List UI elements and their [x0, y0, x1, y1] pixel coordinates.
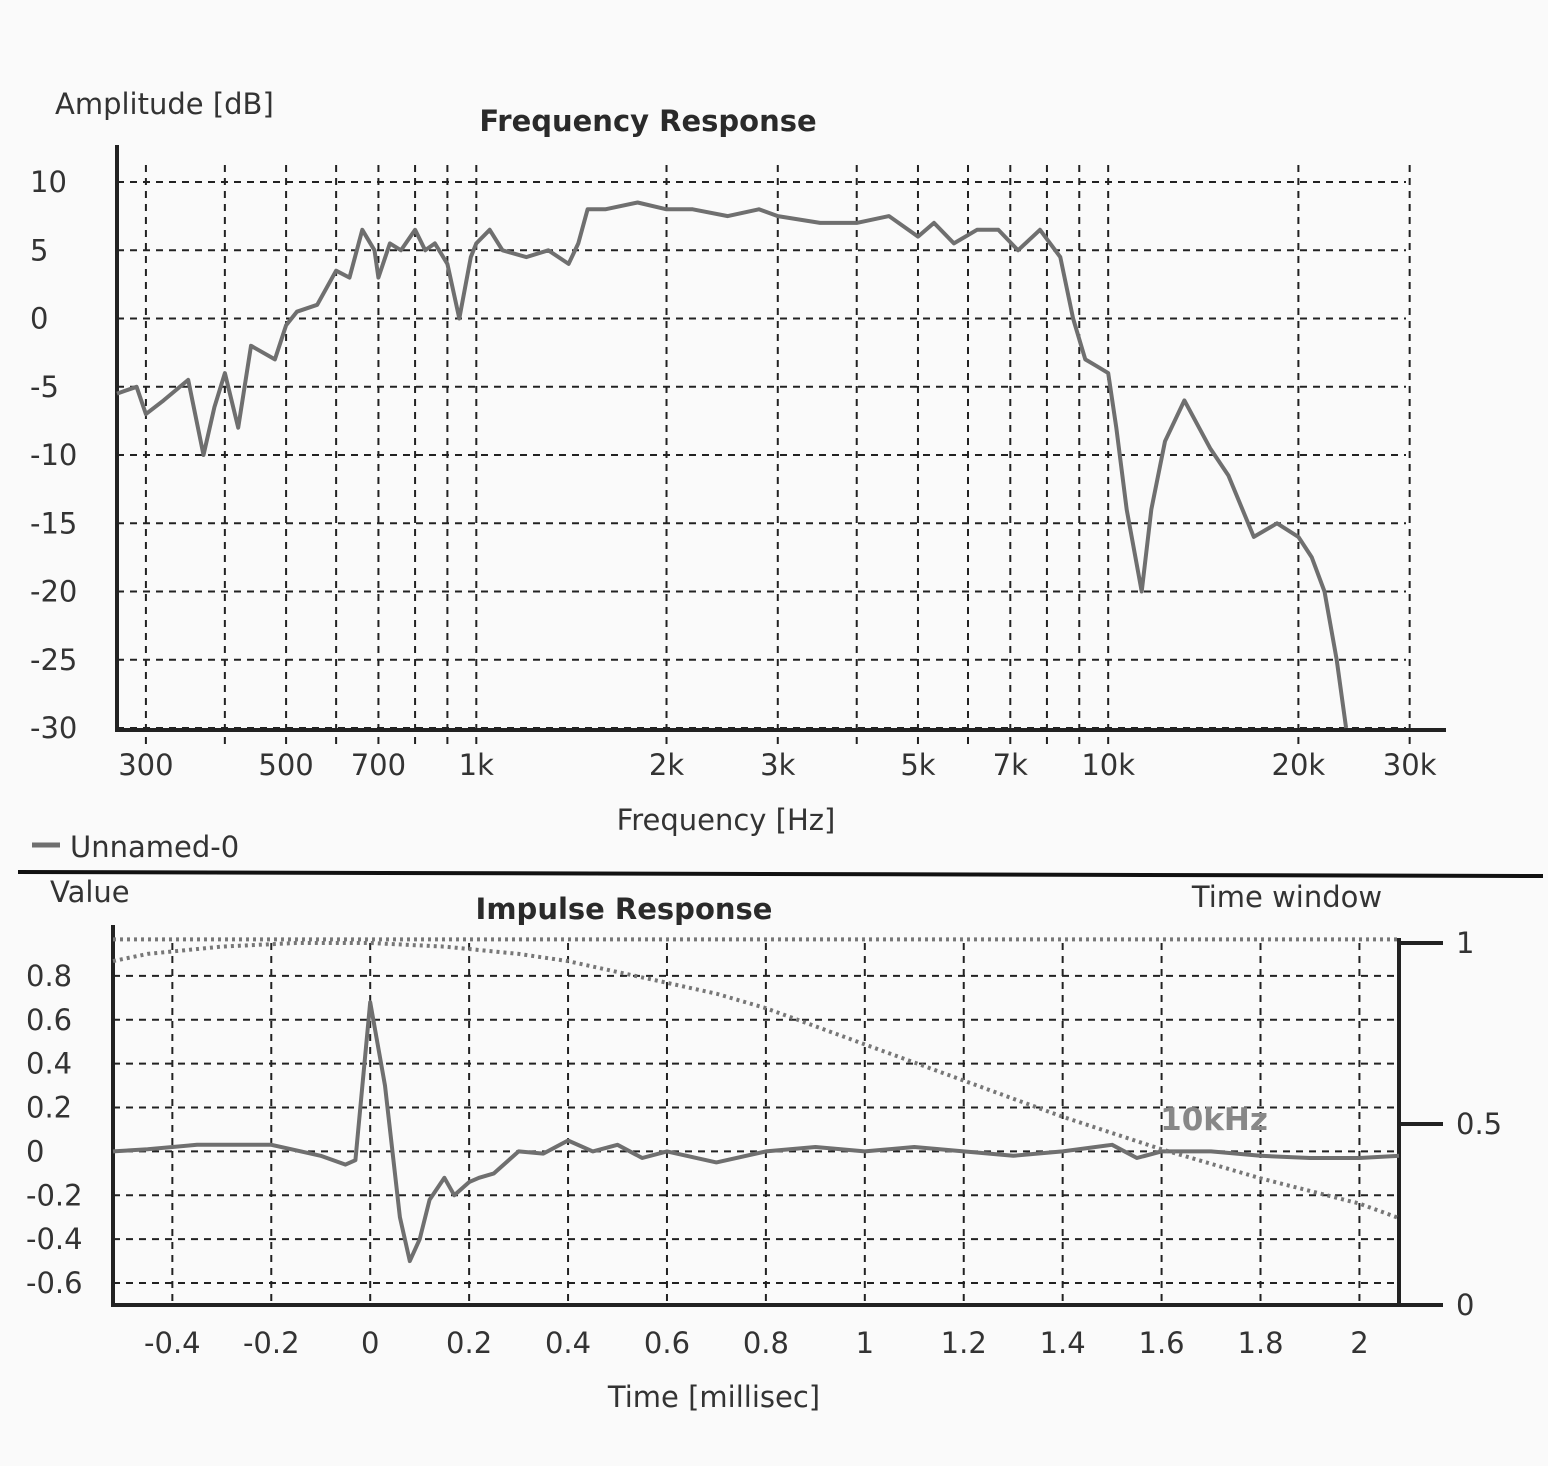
y-tick-label: -20: [30, 574, 78, 609]
y-tick-label: 0: [30, 301, 49, 336]
impulse-response-title: Impulse Response: [475, 892, 773, 926]
x-tick-label: 0.6: [643, 1326, 691, 1360]
x-tick-label: 2k: [648, 748, 685, 782]
y2-tick-label: 0.5: [1456, 1107, 1503, 1141]
x-tick-label: 5k: [900, 748, 936, 782]
y-tick-label: -15: [30, 506, 78, 541]
impulse-response-panel: [26, 875, 1502, 1414]
x-tick-label: 1k: [458, 748, 494, 782]
x-tick-label: 3k: [760, 748, 796, 782]
x-tick-label: 700: [350, 748, 407, 782]
x-tick-label: 1.2: [940, 1326, 987, 1360]
frequency-response-line: [117, 203, 1346, 729]
x-tick-label: 1.6: [1138, 1326, 1185, 1360]
y-tick-label: 5: [30, 233, 49, 268]
x-tick-label: -0.4: [144, 1326, 201, 1360]
time-window-line: [113, 943, 1399, 1218]
x-tick-label: 0.4: [544, 1326, 592, 1360]
y-tick-label: 10: [30, 165, 67, 199]
y-tick-label: 0.4: [26, 1046, 73, 1081]
y2-tick-label: 1: [1456, 926, 1475, 960]
legend-label: Unnamed-0: [70, 830, 240, 864]
y-tick-label: 0.8: [26, 958, 73, 993]
x-tick-label: 300: [118, 748, 174, 782]
x-tick-label: 0.8: [742, 1326, 789, 1360]
x-tick-label: -0.2: [242, 1326, 300, 1360]
x-tick-label: 2: [1350, 1326, 1369, 1360]
amplitude-axis-label: Amplitude [dB]: [55, 87, 274, 121]
y-tick-label: 0.2: [26, 1090, 73, 1125]
y-tick-label: 0.6: [26, 1002, 73, 1037]
y-tick-label: -0.6: [26, 1266, 83, 1301]
value-axis-label: Value: [50, 875, 130, 909]
y-tick-label: -0.2: [26, 1178, 83, 1213]
x-tick-label: 30k: [1382, 748, 1437, 782]
frequency-axis-label: Frequency [Hz]: [616, 803, 836, 837]
x-tick-label: 1.4: [1039, 1326, 1086, 1360]
frequency-response-title: Frequency Response: [479, 104, 817, 138]
x-tick-label: 7k: [992, 748, 1028, 782]
y-tick-label: 0: [26, 1134, 45, 1169]
x-tick-label: 500: [258, 748, 314, 782]
x-tick-label: 0.2: [446, 1326, 493, 1360]
axes-frame: [117, 145, 1446, 730]
legend: [32, 830, 239, 864]
x-tick-label: 1.8: [1237, 1326, 1284, 1360]
y-tick-label: -0.4: [26, 1222, 83, 1257]
time-window-axis-label: Time window: [1191, 880, 1383, 914]
y-tick-label: -5: [30, 369, 59, 404]
x-tick-label: 1: [855, 1326, 875, 1360]
panel-divider: [18, 872, 1543, 876]
y-tick-label: -25: [30, 642, 78, 677]
y-tick-label: -30: [30, 711, 78, 745]
x-tick-label: 10k: [1081, 748, 1136, 782]
frequency-response-panel: [30, 87, 1446, 837]
x-tick-label: 0: [360, 1326, 380, 1360]
y-tick-label: -10: [30, 438, 78, 472]
x-tick-label: 20k: [1271, 748, 1326, 782]
y2-tick-label: 0: [1456, 1288, 1475, 1322]
time-axis-label: Time [millisec]: [607, 1380, 821, 1414]
annotation-10khz: 10kHz: [1160, 1102, 1268, 1138]
